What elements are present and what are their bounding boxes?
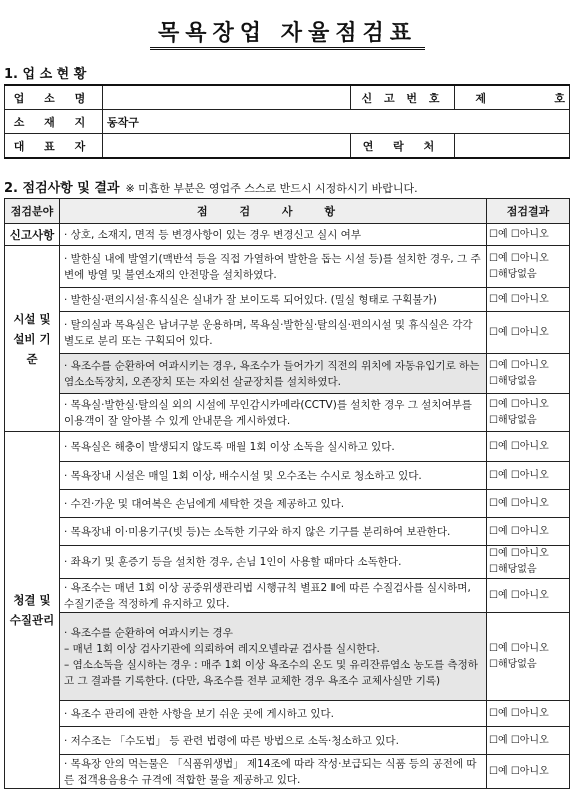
title-text: 목욕장업 자율점검표	[150, 21, 425, 50]
result-cell	[487, 518, 570, 546]
check-item-text: · 욕조수를 순환하여 여과시키는 경우 – 매년 1회 이상 검사기관에 의뢰하여 레지오넬라균 검사를 실시한다. – 염소소독을 실시하는 경우 : 매주 1회 이상 욕조수의 온도 및 유리잔류염소 농도를 측정하고 그 결과를 기록한다. (다만, 욕조수를 전부 교체한 경우 욕조수 교체사실만 기록)	[60, 613, 487, 701]
result-yes-checkbox[interactable]: ☐예	[489, 326, 508, 338]
checklist-row	[5, 755, 570, 789]
result-yes-checkbox[interactable]: ☐예	[489, 293, 508, 305]
business-name-value[interactable]	[103, 85, 351, 110]
report-number-label: 신 고 번 호	[351, 85, 455, 110]
result-yes-checkbox[interactable]: ☐예	[489, 252, 508, 264]
result-yes-checkbox[interactable]: ☐예	[489, 548, 508, 559]
result-na-checkbox[interactable]: ☐해당없음	[489, 658, 537, 670]
result-na-checkbox[interactable]: ☐해당없음	[489, 564, 537, 575]
result-yes-checkbox[interactable]: ☐예	[489, 228, 508, 240]
result-cell	[487, 394, 570, 432]
result-yes-checkbox[interactable]: ☐예	[489, 734, 508, 746]
result-cell	[487, 755, 570, 789]
result-na-checkbox[interactable]: ☐해당없음	[489, 414, 537, 426]
result-no-checkbox[interactable]: ☐아니오	[510, 359, 549, 371]
check-item-text: · 탈의실과 목욕실은 남녀구분 운용하며, 목욕실·발한실·탈의실·편의시설 및 휴식실은 각각 별도로 분리 또는 구획되어 있다.	[60, 312, 487, 354]
result-no-checkbox[interactable]: ☐아니오	[510, 228, 549, 240]
result-cell	[487, 613, 570, 701]
result-no-checkbox[interactable]: ☐아니오	[510, 525, 549, 537]
result-no-checkbox[interactable]: ☐아니오	[510, 642, 549, 654]
category-label: 시설 및	[13, 311, 51, 326]
result-cell	[487, 312, 570, 354]
result-yes-checkbox[interactable]: ☐예	[489, 440, 508, 452]
result-no-checkbox[interactable]: ☐아니오	[510, 589, 549, 601]
report-number-suffix: 호	[507, 85, 570, 110]
checklist-row	[5, 288, 570, 312]
result-na-checkbox[interactable]: ☐해당없음	[489, 375, 537, 387]
header-category: 점검분야	[5, 199, 60, 224]
result-yes-checkbox[interactable]: ☐예	[489, 642, 508, 654]
check-item-text: · 목욕장내 이·미용기구(빗 등)는 소독한 기구와 하지 않은 기구를 분리하여 보관한다.	[60, 518, 487, 546]
check-item-text: · 목욕실·발한실·탈의실 외의 시설에 무인감시카메라(CCTV)를 설치한 경우 그 설치여부를 이용객이 잘 알아볼 수 있게 안내문을 게시하였다.	[60, 394, 487, 432]
result-cell	[487, 727, 570, 755]
check-item-text: · 저수조는 「수도법」 등 관련 법령에 따른 방법으로 소독·청소하고 있다.	[60, 727, 487, 755]
section2-note: ※ 미흡한 부분은 영업주 스스로 반드시 시정하시기 바랍니다.	[125, 182, 418, 195]
result-cell	[487, 246, 570, 288]
check-item-text: · 발한실·편의시설·휴식실은 실내가 잘 보이도록 되어있다. (밀실 형태로 구획불가)	[60, 288, 487, 312]
checklist-row	[5, 490, 570, 518]
document-title	[0, 16, 575, 47]
contact-value[interactable]	[455, 134, 570, 159]
header-result: 점검결과	[487, 199, 570, 224]
representative-row	[5, 134, 570, 159]
business-name-label: 업 소 명	[5, 85, 103, 110]
result-no-checkbox[interactable]: ☐아니오	[510, 293, 549, 305]
result-cell	[487, 432, 570, 462]
result-yes-checkbox[interactable]: ☐예	[489, 525, 508, 537]
result-cell	[487, 546, 570, 579]
result-cell	[487, 224, 570, 246]
check-item-text: · 욕조수를 순환하여 여과시키는 경우, 욕조수가 들어가기 직전의 위치에 자동유입기로 하는 염소소독장치, 오존장치 또는 자외선 살균장치를 설치하였다.	[60, 354, 487, 394]
check-item-text: · 목욕장내 시설은 매일 1회 이상, 배수시설 및 오수조는 수시로 청소하고 있다.	[60, 462, 487, 490]
category-label: 청결 및	[13, 593, 51, 607]
category-label: 설비 기준	[13, 331, 51, 366]
category-label: 수질관리	[9, 613, 55, 627]
result-no-checkbox[interactable]: ☐아니오	[510, 548, 549, 559]
result-yes-checkbox[interactable]: ☐예	[489, 765, 508, 777]
checklist-row	[5, 246, 570, 288]
check-item-text: · 목욕장 안의 먹는물은 「식품위생법」 제14조에 따라 작성·보급되는 식품 등의 공전에 따른 접객용음용수 규격에 적합한 물을 제공하고 있다.	[60, 755, 487, 789]
checklist-row	[5, 613, 570, 701]
address-label: 소 재 지	[5, 110, 103, 134]
result-yes-checkbox[interactable]: ☐예	[489, 589, 508, 601]
checklist-row	[5, 312, 570, 354]
result-na-checkbox[interactable]: ☐해당없음	[489, 268, 537, 280]
category-label: 신고사항	[9, 227, 55, 242]
check-item-text: · 욕조수는 매년 1회 이상 공중위생관리법 시행규칙 별표2 Ⅱ에 따른 수질검사를 실시하며, 수질기준을 적정하게 유지하고 있다.	[60, 579, 487, 613]
result-yes-checkbox[interactable]: ☐예	[489, 497, 508, 509]
result-no-checkbox[interactable]: ☐아니오	[510, 440, 549, 452]
check-item-text: · 욕조수 관리에 관한 사항을 보기 쉬운 곳에 게시하고 있다.	[60, 701, 487, 727]
result-no-checkbox[interactable]: ☐아니오	[510, 707, 549, 719]
checklist-row	[5, 224, 570, 246]
result-yes-checkbox[interactable]: ☐예	[489, 398, 508, 410]
result-no-checkbox[interactable]: ☐아니오	[510, 765, 549, 777]
checklist-row	[5, 432, 570, 462]
check-item-text: · 상호, 소재지, 면적 등 변경사항이 있는 경우 변경신고 실시 여부	[60, 224, 487, 246]
result-no-checkbox[interactable]: ☐아니오	[510, 326, 549, 338]
result-cell	[487, 579, 570, 613]
report-number-prefix: 제	[455, 85, 507, 110]
category-cell	[5, 432, 60, 789]
checklist-row	[5, 701, 570, 727]
result-yes-checkbox[interactable]: ☐예	[489, 359, 508, 371]
check-item-text: · 좌욕기 및 훈증기 등을 설치한 경우, 손님 1인이 사용할 때마다 소독한다.	[60, 546, 487, 579]
representative-label: 대 표 자	[5, 134, 103, 159]
checklist-row	[5, 354, 570, 394]
checklist-row	[5, 394, 570, 432]
check-item-text: · 발한실 내에 발열기(맥반석 등을 직접 가열하여 발한을 돕는 시설 등)를 설치한 경우, 그 주변에 방열 및 불연소재의 안전망을 설치하였다.	[60, 246, 487, 288]
representative-value[interactable]	[103, 134, 351, 159]
result-no-checkbox[interactable]: ☐아니오	[510, 734, 549, 746]
checklist-header-row	[5, 199, 570, 224]
result-cell	[487, 354, 570, 394]
section1-heading: 1. 업 소 현 황	[4, 67, 87, 82]
category-cell	[5, 246, 60, 432]
category-cell	[5, 224, 60, 246]
address-row	[5, 110, 570, 134]
result-cell	[487, 462, 570, 490]
result-cell	[487, 490, 570, 518]
checklist-row	[5, 727, 570, 755]
header-items: 점 검 사 항	[60, 199, 487, 224]
result-no-checkbox[interactable]: ☐아니오	[510, 252, 549, 264]
check-item-text: · 수건·가운 및 대여복은 손님에게 세탁한 것을 제공하고 있다.	[60, 490, 487, 518]
checklist-table	[4, 198, 570, 789]
result-yes-checkbox[interactable]: ☐예	[489, 469, 508, 481]
check-item-text: · 목욕실은 해충이 발생되지 않도록 매월 1회 이상 소독을 실시하고 있다.	[60, 432, 487, 462]
result-cell	[487, 288, 570, 312]
result-no-checkbox[interactable]: ☐아니오	[510, 497, 549, 509]
business-info-table	[4, 84, 570, 159]
checklist-row	[5, 462, 570, 490]
result-no-checkbox[interactable]: ☐아니오	[510, 398, 549, 410]
result-cell	[487, 701, 570, 727]
business-name-row	[5, 85, 570, 110]
checklist-row	[5, 518, 570, 546]
result-yes-checkbox[interactable]: ☐예	[489, 707, 508, 719]
section2-heading	[4, 177, 418, 196]
contact-label: 연 락 처	[351, 134, 455, 159]
address-value[interactable]: 동작구	[103, 110, 570, 134]
result-no-checkbox[interactable]: ☐아니오	[510, 469, 549, 481]
section2-title: 2. 점검사항 및 결과	[4, 181, 120, 196]
checklist-row	[5, 546, 570, 579]
checklist-row	[5, 579, 570, 613]
